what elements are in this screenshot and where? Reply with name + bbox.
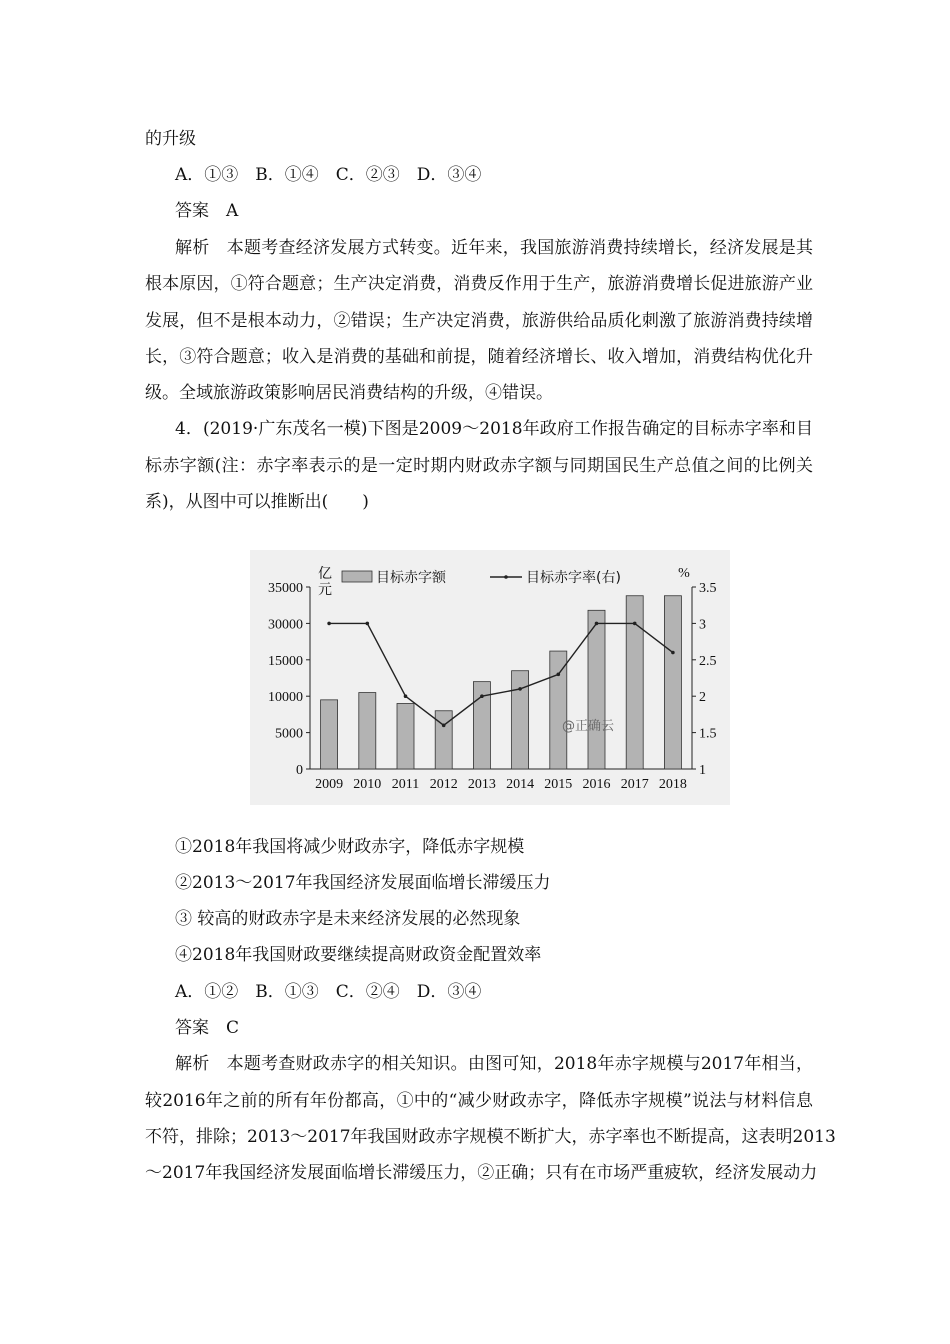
line-point <box>442 724 446 728</box>
explanation-line: 级。全域旅游政策影响居民消费结构的升级，④错误。 <box>145 383 553 403</box>
left-tick-label: 30000 <box>268 617 303 633</box>
explanation-line: 较2016年之前的所有年份都高，①中的“减少财政赤字，降低赤字规模”说法与材料信息 <box>145 1091 813 1111</box>
line-point <box>480 694 484 698</box>
category-label: 2017 <box>620 777 649 792</box>
answer-label: 答案 A <box>175 201 239 221</box>
line-point <box>557 673 561 677</box>
explanation-line: 发展，但不是根本动力，②错误；生产决定消费，旅游供给品质化刺激了旅游消费持续增 <box>145 311 813 331</box>
explanation-line: 解析 本题考查财政赤字的相关知识。由图可知，2018年赤字规模与2017年相当， <box>175 1054 813 1074</box>
category-label: 2009 <box>315 777 344 792</box>
line-point <box>404 694 408 698</box>
question-line: 标赤字额(注：赤字率表示的是一定时期内财政赤字额与同期国民生产总值之间的比例关 <box>145 456 813 476</box>
statement-2: ②2013～2017年我国经济发展面临增长滞缓压力 <box>175 873 551 893</box>
right-unit-label: % <box>678 566 690 581</box>
category-label: 2011 <box>391 777 420 792</box>
category-label: 2016 <box>582 777 611 792</box>
answer-label: 答案 C <box>175 1018 240 1038</box>
answer-options: A．①② B．①③ C．②④ D．③④ <box>175 982 482 1002</box>
line-point <box>366 622 370 626</box>
explanation-line: 根本原因，①符合题意；生产决定消费，消费反作用于生产，旅游消费增长促进旅游产业 <box>145 274 813 294</box>
right-tick-label: 1.5 <box>699 726 717 742</box>
statement-3: ③ 较高的财政赤字是未来经济发展的必然现象 <box>175 909 521 929</box>
bar <box>435 711 452 769</box>
text-line: 的升级 <box>145 129 196 149</box>
legend-line-point <box>504 575 508 579</box>
line-point <box>518 687 522 691</box>
right-tick-label: 1 <box>699 763 706 778</box>
legend-line-label: 目标赤字率(右) <box>526 570 621 586</box>
bar <box>664 596 681 769</box>
right-tick-label: 3.5 <box>699 581 717 596</box>
question-line: 系)，从图中可以推断出( ) <box>145 492 369 512</box>
category-label: 2015 <box>544 777 573 792</box>
watermark: @正确云 <box>562 719 615 734</box>
explanation-line: 解析 本题考查经济发展方式转变。近年来，我国旅游消费持续增长，经济发展是其 <box>175 238 813 258</box>
line-point <box>327 622 331 626</box>
category-label: 2010 <box>353 777 382 792</box>
left-unit-label: 亿元 <box>318 566 332 598</box>
line-point <box>633 622 637 626</box>
left-tick-label: 0 <box>296 763 303 778</box>
legend-bar-label: 目标赤字额 <box>376 570 446 586</box>
category-label: 2012 <box>429 777 458 792</box>
explanation-line: 不符，排除；2013～2017年我国财政赤字规模不断扩大，赤字率也不断提高，这表明2013 <box>145 1127 836 1147</box>
explanation-line: 长，③符合题意；收入是消费的基础和前提，随着经济增长、收入增加，消费结构优化升 <box>145 347 813 367</box>
line-point <box>595 622 599 626</box>
bar <box>359 693 376 769</box>
left-tick-label: 15000 <box>268 653 303 669</box>
left-tick-label: 35000 <box>268 581 303 596</box>
right-tick-label: 3 <box>699 617 706 633</box>
bar <box>321 700 338 769</box>
bar <box>550 651 567 769</box>
left-tick-label: 5000 <box>275 726 303 742</box>
left-tick-label: 10000 <box>268 690 303 706</box>
deficit-rate-line <box>329 623 673 725</box>
deficit-chart <box>250 550 730 805</box>
explanation-line: ～2017年我国经济发展面临增长滞缓压力，②正确；只有在市场严重疲软，经济发展动力 <box>145 1163 818 1183</box>
legend-bar-swatch <box>342 571 372 582</box>
bar <box>397 703 414 769</box>
right-tick-label: 2 <box>699 690 706 706</box>
category-label: 2013 <box>467 777 496 792</box>
category-label: 2018 <box>658 777 687 792</box>
statement-4: ④2018年我国财政要继续提高财政资金配置效率 <box>175 945 542 965</box>
bar <box>512 671 529 769</box>
statement-1: ①2018年我国将减少财政赤字，降低赤字规模 <box>175 837 525 857</box>
answer-options: A．①③ B．①④ C．②③ D．③④ <box>175 165 482 185</box>
category-label: 2014 <box>506 777 535 792</box>
chart-svg <box>250 550 730 805</box>
line-point <box>671 651 675 655</box>
right-tick-label: 2.5 <box>699 653 717 669</box>
bar <box>588 610 605 769</box>
question-line: 4．(2019·广东茂名一模)下图是2009～2018年政府工作报告确定的目标赤字率和目 <box>175 419 813 439</box>
